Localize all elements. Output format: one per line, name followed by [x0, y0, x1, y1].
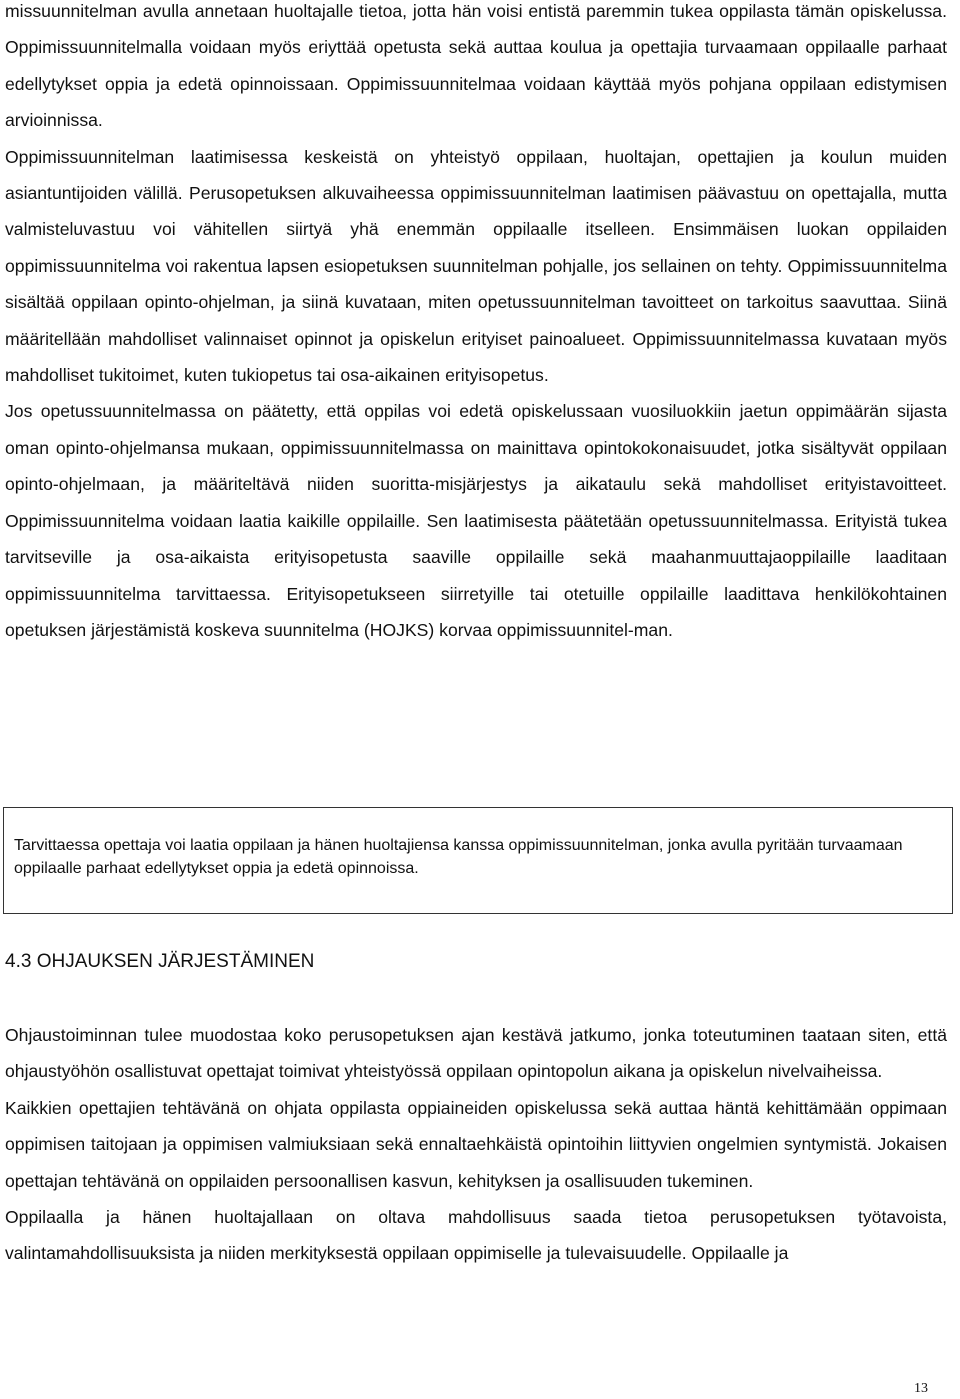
paragraph-teacher-guidance-role: Kaikkien opettajien tehtävänä on ohjata oppilasta oppiaineiden opiskelussa sekä auttaa häntä kehittämään oppimaan oppimisen taitojaan ja oppimisen valmiuksiaan sekä ennaltaehkäistä opintoihin liittyvien ongelmien syntymistä. Jokaisen opettajan tehtävänä on oppilaiden persoonallisen kasvun, kehityksen ja osallisuuden tukeminen.	[5, 1097, 947, 1191]
paragraph-guidance-continuum: Ohjaustoiminnan tulee muodostaa koko perusopetuksen ajan kestävä jatkumo, jonka toteutuminen taataan siten, että ohjaustyöhön osallistuvat opettajat toimivat yhteistyössä oppilaan opintopolun aikana ja opiskelun nivelvaiheissa.	[5, 1025, 947, 1082]
section-heading: 4.3 OHJAUKSEN JÄRJESTÄMINEN	[5, 951, 315, 972]
paragraph-study-plan-cooperation: Oppimissuunnitelman laatimisessa keskeistä on yhteistyö oppilaan, huoltajan, opettajien ja koulun muiden asiantuntijoiden välillä. Perusopetuksen alkuvaiheessa oppimissuunnitelman laatimisen päävastuu on opettajalla, mutta valmisteluvastuu voi vähitellen siirtyä yhä enemmän oppilaalle itselleen. Ensimmäisen luokan oppilaiden oppimissuunnitelma voi rakentua lapsen esiopetuksen suunnitelman pohjalle, jos sellainen on tehty. Oppimissuunnitelma sisältää oppilaan opinto-ohjelman, ja siinä kuvataan, miten opetussuunnitelman tavoitteet on tarkoitus saavuttaa. Siinä määritellään mahdolliset valinnaiset opinnot ja opiskelun erityiset painoalueet. Oppimissuunnitelmassa kuvataan myös mahdolliset tukitoimet, kuten tukiopetus tai osa-aikainen erityisopetus.	[5, 146, 947, 386]
paragraph-individual-study-program: Jos opetussuunnitelmassa on päätetty, että oppilas voi edetä opiskelussaan vuosiluokkiin jaetun oppimäärän sijasta oman opinto-ohjelmansa mukaan, oppimissuunnitelmassa on mainittava opintokokonaisuudet, jotka sisältyvät oppilaan opinto-ohjelmaan, ja määriteltävä niiden suoritta-misjärjestys ja aikataulu sekä mahdolliset erityistavoitteet. Oppimissuunnitelma voidaan laatia kaikille oppilaille. Sen laatimisesta päätetään opetussuunnitelmassa. Erityistä tukea tarvitseville ja osa-aikaista erityisopetusta saaville oppilaille sekä maahanmuuttajaoppilaille laaditaan oppimissuunnitelma tarvittaessa. Erityisopetukseen siirretyille tai otetuille oppilaille laadittava henkilökohtainen opetuksen järjestämistä koskeva suunnitelma (HOJKS) korvaa oppimissuunnitel-man.	[5, 401, 947, 640]
document-body-top	[5, 0, 947, 648]
callout-text: Tarvittaessa opettaja voi laatia oppilaan ja hänen huoltajiensa kanssa oppimissuunnitelman, jonka avulla pyritään turvaamaan oppilaalle parhaat edellytykset oppia ja edetä opinnoissa.	[14, 837, 903, 877]
paragraph-student-information: Oppilaalla ja hänen huoltajallaan on oltava mahdollisuus saada tietoa perusopetuksen työtavoista, valintamahdollisuuksista ja niiden merkityksestä oppilaan oppimiselle ja tulevaisuudelle. Oppilaalle ja	[5, 1207, 947, 1264]
summary-callout-box	[3, 807, 953, 914]
page-number: 13	[914, 1381, 928, 1396]
paragraph-study-plan-purpose: missuunnitelman avulla annetaan huoltajalle tietoa, jotta hän voisi entistä paremmin tukea oppilasta tämän opiskelussa. Oppimissuunnitelmalla voidaan myös eriyttää opetusta sekä auttaa koulua ja opettajia turvaamaan oppilaalle parhaat edellytykset oppia ja edetä opinnoissaan. Oppimissuunnitelmaa voidaan käyttää myös pohjana oppilaan edistymisen arvioinnissa.	[5, 1, 947, 131]
section-body	[5, 1017, 947, 1272]
